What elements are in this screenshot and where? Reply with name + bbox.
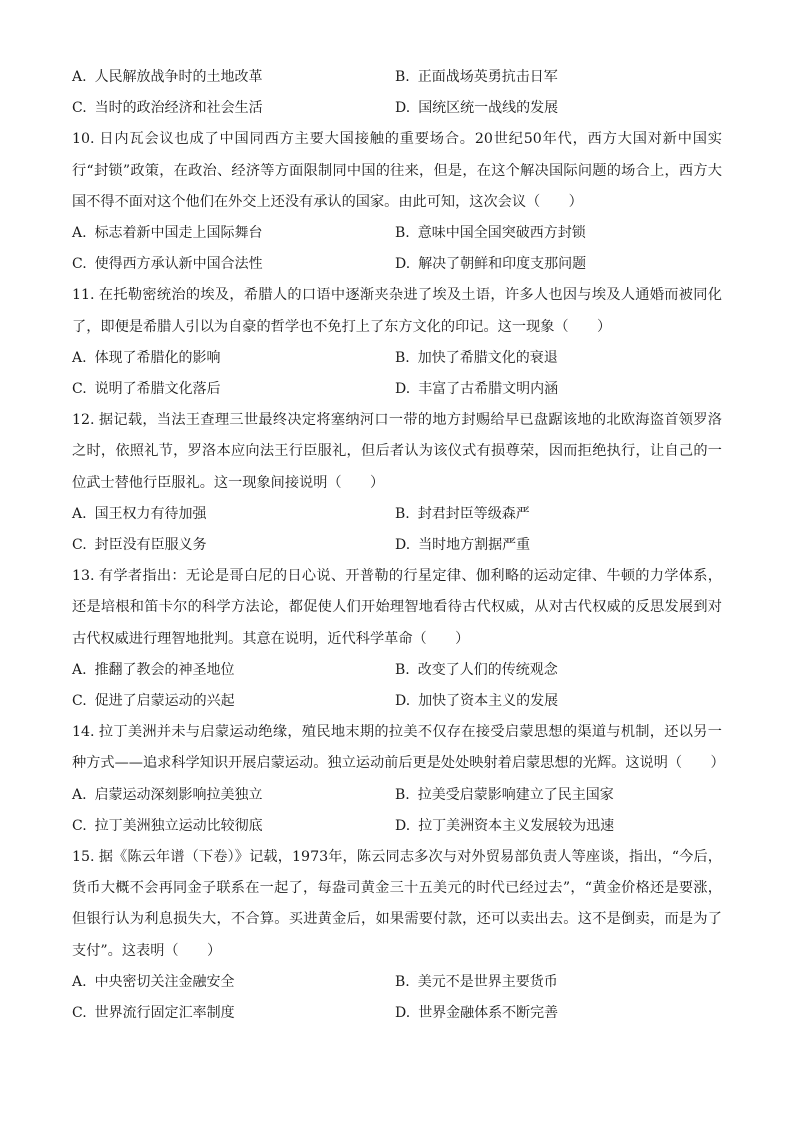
option-text: 推翻了教会的神圣地位: [94, 661, 235, 678]
answer-option[interactable]: [72, 655, 395, 686]
answer-option[interactable]: [395, 499, 722, 530]
option-text: 解决了朝鲜和印度支那问题: [418, 256, 587, 273]
answer-option[interactable]: [72, 811, 395, 842]
option-letter: D.: [395, 537, 411, 554]
option-letter: A.: [72, 69, 87, 85]
option-letter: A.: [72, 973, 87, 990]
question-block: [72, 717, 725, 842]
option-letter: B.: [395, 973, 410, 990]
question-stem: [72, 280, 722, 342]
option-letter: A.: [72, 661, 87, 678]
option-letter: D.: [395, 1005, 411, 1022]
option-letter: C.: [72, 100, 87, 117]
question-block: [72, 842, 722, 1029]
option-text: 加快了资本主义的发展: [418, 693, 559, 710]
question-text: 据《陈云年谱（下卷）》记载，1973年，陈云同志多次与对外贸易部负责人等座谈，指出，“今后，货币大概不会再同金子联系在一起了，每盎司黄金三十五美元的时代已经过去”，“黄金价格还是要涨，但银行认为利息损失大，不合算。买进黄金后，如果需要付款，还可以卖出去。这不是倒卖，而是为了支付”。这表明（ ）: [72, 849, 722, 959]
option-text: 改变了人们的传统观念: [417, 661, 558, 678]
option-letter: C.: [72, 256, 87, 273]
option-text: 加快了希腊文化的衰退: [417, 349, 558, 366]
answer-option[interactable]: [395, 780, 722, 811]
question-stem: [72, 842, 722, 967]
answer-option[interactable]: [395, 530, 722, 561]
exam-page: [72, 62, 725, 1029]
answer-option[interactable]: [72, 374, 395, 405]
question-block: [72, 561, 722, 717]
answer-option[interactable]: [395, 655, 722, 686]
option-letter: C.: [72, 381, 87, 398]
answer-option[interactable]: [72, 530, 395, 561]
answer-option[interactable]: [395, 93, 722, 124]
question-number: 13.: [72, 568, 95, 585]
option-letter: A.: [72, 225, 87, 242]
option-text: 当时的政治经济和社会生活: [94, 100, 263, 117]
answer-option[interactable]: [72, 249, 395, 280]
option-letter: C.: [72, 537, 87, 554]
answer-option[interactable]: [72, 343, 395, 374]
option-letter: C.: [72, 1005, 87, 1022]
question-block: [72, 405, 722, 561]
option-text: 当时地方割据严重: [418, 537, 531, 554]
option-text: 标志着新中国走上国际舞台: [94, 225, 263, 242]
option-letter: B.: [395, 661, 410, 678]
option-text: 促进了启蒙运动的兴起: [94, 693, 235, 710]
option-text: 说明了希腊文化落后: [94, 381, 221, 398]
option-text: 丰富了古希腊文明内涵: [418, 381, 559, 398]
option-text: 体现了希腊化的影响: [94, 349, 221, 366]
question-block: [72, 124, 722, 280]
answer-option[interactable]: [395, 998, 722, 1029]
option-letter: D.: [395, 100, 411, 117]
answer-option[interactable]: [395, 686, 722, 717]
question-stem: [72, 124, 722, 218]
option-text: 正面战场英勇抗击日军: [417, 69, 558, 85]
options-grid: [72, 62, 722, 124]
options-grid: [72, 499, 722, 561]
answer-option[interactable]: [72, 93, 395, 124]
option-text: 拉美受启蒙影响建立了民主国家: [417, 786, 614, 803]
answer-option[interactable]: [395, 811, 722, 842]
options-grid: [72, 967, 722, 1029]
options-grid: [72, 343, 722, 405]
answer-option[interactable]: [395, 62, 722, 93]
question-number: 12.: [72, 412, 95, 429]
answer-option[interactable]: [395, 967, 722, 998]
answer-option[interactable]: [395, 249, 722, 280]
answer-option[interactable]: [72, 499, 395, 530]
option-letter: C.: [72, 817, 87, 834]
question-stem: [72, 717, 725, 779]
answer-option[interactable]: [72, 998, 395, 1029]
option-letter: A.: [72, 349, 87, 366]
answer-option[interactable]: [72, 967, 395, 998]
question-number: 10.: [72, 131, 95, 148]
answer-option[interactable]: [395, 374, 722, 405]
option-text: 封臣没有臣服义务: [94, 537, 207, 554]
question-block: [72, 280, 722, 405]
options-grid: [72, 218, 722, 280]
option-text: 拉丁美洲资本主义发展较为迅速: [418, 817, 615, 834]
option-letter: B.: [395, 349, 410, 366]
question-stem: [72, 405, 722, 499]
answer-option[interactable]: [72, 62, 395, 93]
option-text: 意味中国全国突破西方封锁: [417, 225, 586, 242]
question-text: 有学者指出：无论是哥白尼的日心说、开普勒的行星定律、伽利略的运动定律、牛顿的力学体系，还是培根和笛卡尔的科学方法论，都促使人们开始理智地看待古代权威，从对古代权威的反思发展到对古代权威进行理智地批判。其意在说明，近代科学革命（ ）: [72, 568, 722, 647]
option-letter: B.: [395, 69, 410, 85]
option-letter: B.: [395, 225, 410, 242]
options-grid: [72, 780, 722, 842]
option-text: 使得西方承认新中国合法性: [94, 256, 263, 273]
option-letter: B.: [395, 505, 410, 522]
options-grid: [72, 655, 722, 717]
question-text: 拉丁美洲并未与启蒙运动绝缘，殖民地末期的拉美不仅存在接受启蒙思想的渠道与机制，还以另一种方式——追求科学知识开展启蒙运动。独立运动前后更是处处映射着启蒙思想的光辉。这说明（ ）: [72, 724, 725, 772]
option-text: 中央密切关注金融安全: [94, 973, 235, 990]
question-number: 15.: [72, 849, 95, 866]
question-text: 日内瓦会议也成了中国同西方主要大国接触的重要场合。20世纪50年代，西方大国对新中国实行“封锁”政策，在政治、经济等方面限制同中国的往来，但是，在这个解决国际问题的场合上，西方大国不得不面对这个他们在外交上还没有承认的国家。由此可知，这次会议（ ）: [72, 131, 722, 210]
option-letter: C.: [72, 693, 87, 710]
option-text: 美元不是世界主要货币: [417, 973, 558, 990]
answer-option[interactable]: [72, 780, 395, 811]
option-text: 国王权力有待加强: [94, 505, 207, 522]
question-text: 据记载，当法王查理三世最终决定将塞纳河口一带的地方封赐给早已盘踞该地的北欧海盗首领罗洛之时，依照礼节，罗洛本应向法王行臣服礼，但后者认为该仪式有损尊荣，因而拒绝执行，让自己的一位武士替他行臣服礼。这一现象间接说明（ ）: [72, 412, 722, 491]
option-letter: D.: [395, 817, 411, 834]
question-number: 11.: [72, 287, 95, 304]
option-text: 拉丁美洲独立运动比较彻底: [94, 817, 263, 834]
answer-option[interactable]: [72, 218, 395, 249]
question-text: 在托勒密统治的埃及，希腊人的口语中逐渐夹杂进了埃及土语，许多人也因与埃及人通婚而被同化了，即便是希腊人引以为自豪的哲学也不免打上了东方文化的印记。这一现象（ ）: [72, 287, 722, 335]
option-text: 启蒙运动深刻影响拉美独立: [94, 786, 263, 803]
option-letter: D.: [395, 256, 411, 273]
option-letter: B.: [395, 786, 410, 803]
question-stem: [72, 561, 722, 655]
option-letter: D.: [395, 381, 411, 398]
answer-option[interactable]: [395, 343, 722, 374]
option-text: 世界流行固定汇率制度: [94, 1005, 235, 1022]
option-letter: A.: [72, 786, 87, 803]
option-letter: D.: [395, 693, 411, 710]
option-text: 世界金融体系不断完善: [418, 1005, 559, 1022]
answer-option[interactable]: [72, 686, 395, 717]
option-text: 国统区统一战线的发展: [418, 100, 559, 117]
option-text: 封君封臣等级森严: [417, 505, 530, 522]
option-text: 人民解放战争时的土地改革: [94, 69, 263, 85]
question-block: [72, 62, 722, 124]
option-letter: A.: [72, 505, 87, 522]
answer-option[interactable]: [395, 218, 722, 249]
question-number: 14.: [72, 724, 95, 741]
